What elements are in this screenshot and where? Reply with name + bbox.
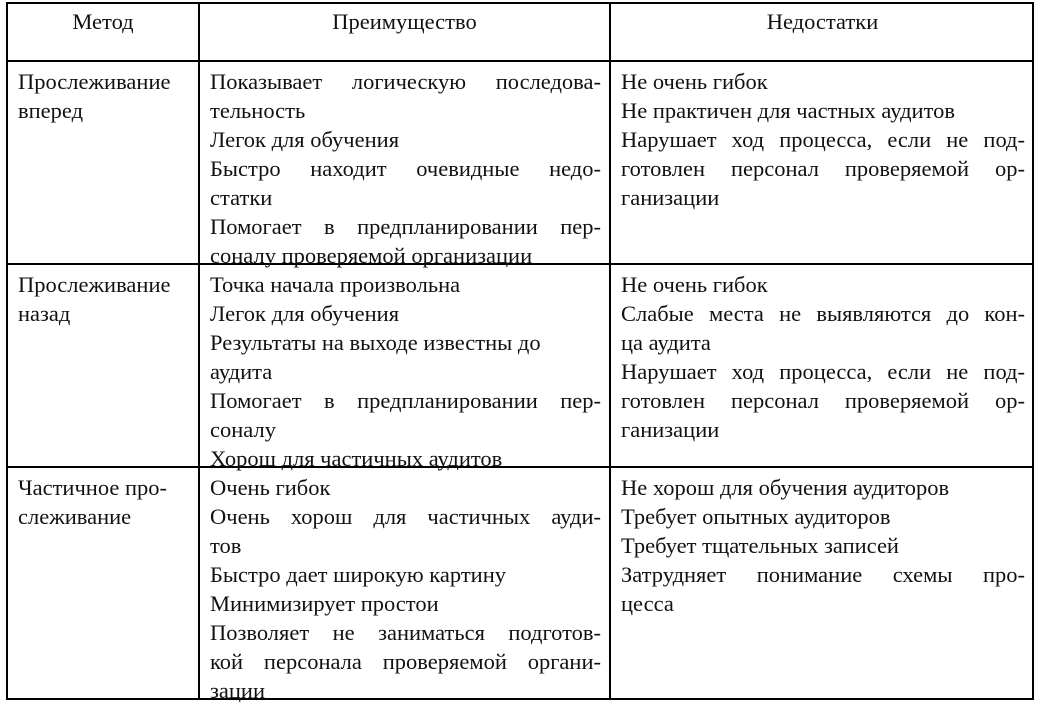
cell-line: Не очень гибок bbox=[621, 272, 768, 297]
cell-line: Не очень гибок bbox=[621, 69, 768, 94]
cell-disadvantages bbox=[621, 67, 1025, 212]
cell-advantages bbox=[210, 473, 601, 705]
cell-method bbox=[18, 270, 190, 328]
cell-line: ганизации bbox=[621, 185, 720, 210]
cell-line: Нарушает ход процесса, если не под- bbox=[621, 127, 1025, 152]
cell-disadvantages bbox=[621, 270, 1025, 444]
cell-line: Не хорош для обучения аудиторов bbox=[621, 475, 950, 500]
cell-line: Очень гибок bbox=[210, 475, 331, 500]
cell-line: Прослеживание bbox=[18, 272, 171, 297]
cell-line: статки bbox=[210, 185, 273, 210]
header-divider bbox=[8, 60, 1032, 62]
cell-line: слеживание bbox=[18, 504, 132, 529]
cell-advantages bbox=[210, 270, 601, 473]
cell-line: вперед bbox=[18, 98, 84, 123]
cell-line: Показывает логическую последова- bbox=[210, 69, 601, 94]
cell-disadvantages bbox=[621, 473, 1025, 618]
cell-line: Не практичен для частных аудитов bbox=[621, 98, 955, 123]
column-divider-1 bbox=[198, 4, 200, 698]
cell-line: Легок для обучения bbox=[210, 301, 400, 326]
cell-line: Прослеживание bbox=[18, 69, 171, 94]
cell-line: Быстро находит очевидные недо- bbox=[210, 156, 601, 181]
cell-line: Точка начала произвольна bbox=[210, 272, 461, 297]
cell-line: Быстро дает широкую картину bbox=[210, 562, 506, 587]
cell-line: Помогает в предпланировании пер- bbox=[210, 214, 601, 239]
cell-line: зации bbox=[210, 678, 265, 703]
header-disadvantages: Недостатки bbox=[766, 9, 879, 34]
cell-method bbox=[18, 67, 190, 125]
cell-line: Результаты на выходе известны до bbox=[210, 330, 541, 355]
cell-method bbox=[18, 473, 190, 531]
cell-line: Требует тщательных записей bbox=[621, 533, 899, 558]
comparison-table bbox=[6, 2, 1034, 703]
cell-line: Слабые места не выявляются до кон- bbox=[621, 301, 1025, 326]
cell-line: Требует опытных аудиторов bbox=[621, 504, 891, 529]
column-divider-2 bbox=[609, 4, 611, 698]
cell-line: Очень хорош для частичных ауди- bbox=[210, 504, 601, 529]
cell-line: тельность bbox=[210, 98, 306, 123]
cell-line: аудита bbox=[210, 359, 273, 384]
cell-line: Позволяет не заниматься подготов- bbox=[210, 620, 601, 645]
cell-line: тов bbox=[210, 533, 242, 558]
header-advantages: Преимущество bbox=[332, 9, 477, 34]
cell-line: ца аудита bbox=[621, 330, 711, 355]
cell-line: цесса bbox=[621, 591, 674, 616]
cell-line: кой персонала проверяемой органи- bbox=[210, 649, 601, 674]
cell-line: соналу проверяемой организации bbox=[210, 243, 533, 268]
cell-line: ганизации bbox=[621, 417, 720, 442]
cell-line: соналу bbox=[210, 417, 276, 442]
cell-line: Частичное про- bbox=[18, 475, 167, 500]
cell-line: Хорош для частичных аудитов bbox=[210, 446, 503, 471]
cell-line: Затрудняет понимание схемы про- bbox=[621, 562, 1025, 587]
header-method: Метод bbox=[72, 9, 134, 34]
cell-line: Помогает в предпланировании пер- bbox=[210, 388, 601, 413]
cell-line: Минимизирует простои bbox=[210, 591, 439, 616]
cell-advantages bbox=[210, 67, 601, 270]
cell-line: Нарушает ход процесса, если не под- bbox=[621, 359, 1025, 384]
cell-line: готовлен персонал проверяемой ор- bbox=[621, 388, 1025, 413]
cell-line: готовлен персонал проверяемой ор- bbox=[621, 156, 1025, 181]
cell-line: Легок для обучения bbox=[210, 127, 400, 152]
cell-line: назад bbox=[18, 301, 71, 326]
